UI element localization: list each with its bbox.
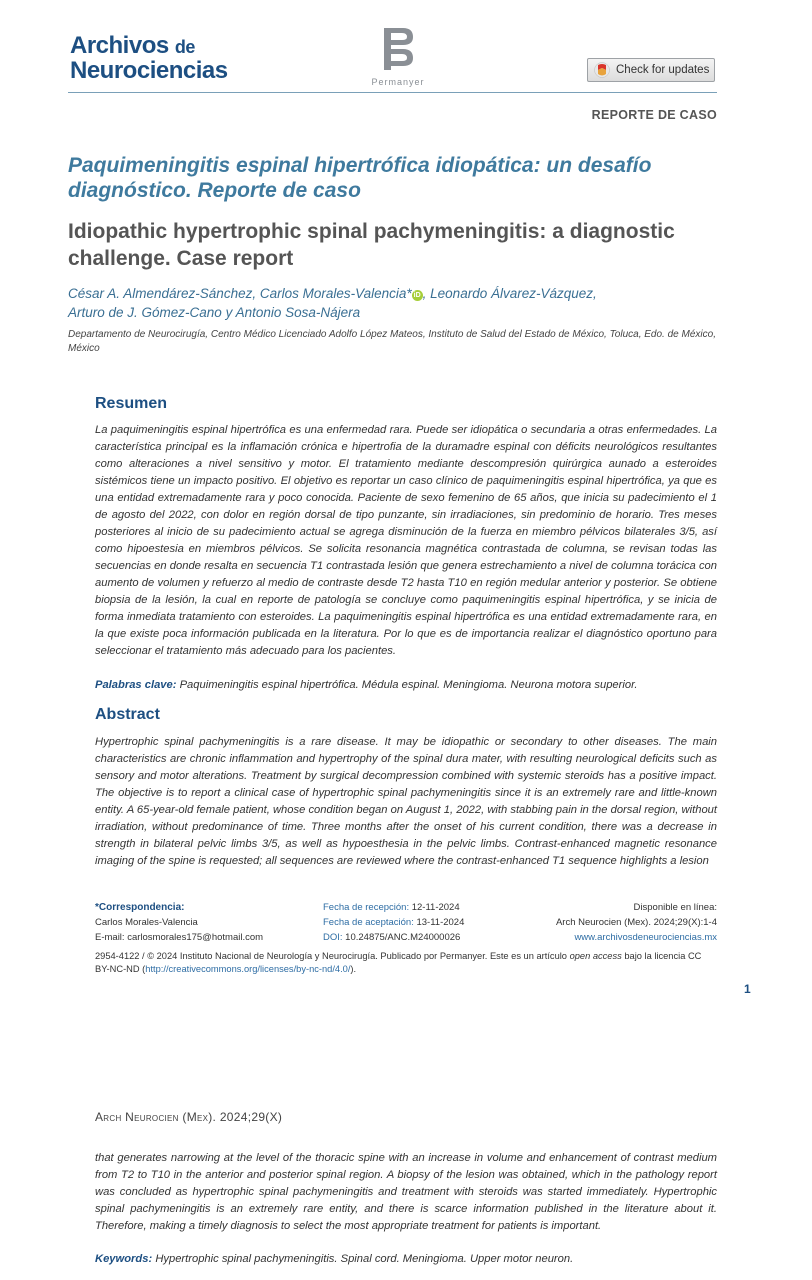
doi-label: DOI: — [323, 932, 343, 943]
abstract-text-continued: that generates narrowing at the level of the thoracic spine with an increase in volume and enhancement of contrast medium from T2 to T10 in the anterior and posterior spinal region. A biopsy of the lesion was obtained, which in the pathology report was concluded as hypertrophic spinal pachymeningitis and treatment with steroids was started immediately. Hypertrophic spinal pachymeningitis is an extremely rare entity, and there is scarce information published in the literature about it. Therefore, making a timely diagnosis to select the most appropriate treatment for patients is important. — [95, 1152, 717, 1232]
resumen-heading: Resumen — [95, 395, 168, 412]
page-number: 1 — [744, 982, 751, 996]
affiliation: Departamento de Neurocirugía, Centro Médico Licenciado Adolfo López Mateos, Instituto de Salud del Estado de México, Toluca, Edo. de México, México — [68, 329, 716, 354]
title-english: Idiopathic hypertrophic spinal pachymeningitis: a diagnostic challenge. Case report — [68, 220, 675, 270]
dates-block — [323, 900, 523, 945]
received-label: Fecha de recepción: — [323, 902, 410, 913]
section-label: REPORTE DE CASO — [591, 108, 717, 122]
journal-name-line2: Neurociencias — [70, 57, 228, 84]
license-end: ). — [350, 964, 357, 974]
keywords-label-es: Palabras clave: — [95, 679, 177, 691]
abstract-text: Hypertrophic spinal pachymeningitis is a rare disease. It may be idiopathic or secondary to other diseases. The main characteristics are chronic inflammation and hypertrophy of the spinal dura mater, with resulting neurological deficits such as sensory and motor alterations. Treatment by surgical decompression combined with systemic steroids has a positive impact. The objective is to report a clinical case of hypertrophic spinal pachymeningitis since it is an extremely rare and little-known entity. A 65-year-old female patient, whose condition began on August 1, 2022, with stabbing pain in the dorsal region, without irradiation, without predominance of time. Three months after the onset of his current condition, there was a decrease in strength in bilateral pelvic limbs 3/5, as well as hypoesthesia in the pelvic limbs. Contrast-enhanced magnetic resonance imaging of the spine is requested; all sequences are reviewed where the contrast-enhanced T1 sequence highlights a lesion — [95, 736, 717, 867]
resumen-text: La paquimeningitis espinal hipertrófica es una enfermedad rara. Puede ser idiopática o secundaria a otras enfermedades. La característica principal es la inflamación crónica e hipertrofia de la duramadre espinal con déficits neurológicos resultantes como alteraciones a nivel sensitivo y motor. El tratamiento mediante descompresión quirúrgica aunado a esteroides sistémicos tiene un impacto positivo. El objetivo es reportar un caso clínico de paquimeningitis espinal hipertrófica, ya que es una entidad extremadamente rara y poco conocida. Paciente de sexo femenino de 65 años, que inicia su padecimiento el 1 de agosto del 2022, con dolor en región dorsal de tipo punzante, sin irradiaciones, sin predominio de horario. Tres meses posteriores al inicio de su padecimiento actual se agrega disminución de la fuerza en miembro pélvicos bilaterales 3/5, así como hipoestesia en miembros pélvicos. Se solicita resonancia magnética contrastada de columna, se revisan todas las secuencias en donde resalta en secuencia T1 contrastada lesión que genera estrechamiento a nivel de columna torácica con aumento de volumen y refuerzo al medio de contraste desde T2 hasta T10 en región medular anterior y posterior. Se obtiene biopsia de la lesión, la cual en reporte de patología se concluye como paquimeningitis espinal hipertrófica, y se inicia de forma inmediata tratamiento con esteroides. La paquimeningitis espinal hipertrófica es una entidad extremadamente rara, en la que existe poca información publicada en la literatura. Por lo que es de importancia realizar el diagnóstico oportuno para seleccionar el tratamiento más adecuado para los pacientes. — [95, 424, 717, 657]
license-text — [95, 950, 717, 976]
correspondence-label: *Correspondencia: — [95, 902, 185, 913]
license-mid: bajo la licencia CC BY-NC-ND ( — [95, 951, 702, 974]
citation: Arch Neurocien (Mex). 2024;29(X):1-4 — [555, 917, 717, 928]
orcid-icon[interactable]: iD — [413, 292, 421, 299]
authors-line1-cont: , Leonardo Álvarez-Vázquez, — [422, 286, 597, 301]
title-spanish: Paquimeningitis espinal hipertrófica idiopática: un desafío diagnóstico. Reporte de caso — [68, 154, 652, 202]
authors-line1: César A. Almendárez-Sánchez, Carlos Morales-Valencia* — [68, 286, 412, 301]
correspondence-email[interactable]: E-mail: carlosmorales175@hotmail.com — [95, 932, 264, 943]
website-link[interactable]: www.archivosdeneurociencias.mx — [574, 932, 717, 943]
authors-line2: Arturo de J. Gómez-Cano y Antonio Sosa-Nájera — [68, 305, 361, 320]
correspondence-block — [95, 900, 315, 945]
permanyer-logo-icon — [381, 28, 415, 70]
publisher-logo — [366, 28, 430, 87]
license-pre: 2954-4122 / © 2024 Instituto Nacional de Neurología y Neurocirugía. Publicado por Permanyer. Este es un artículo — [95, 951, 567, 961]
journal-logo — [70, 34, 228, 83]
header-divider — [68, 92, 717, 93]
crossmark-icon — [594, 62, 610, 78]
resumen-keywords — [95, 677, 717, 694]
abstract-heading: Abstract — [95, 706, 160, 723]
accepted-date: 13-11-2024 — [416, 917, 465, 928]
received-date: 12-11-2024 — [411, 902, 460, 913]
license-url-link[interactable]: http://creativecommons.org/licenses/by-nc-nd/4.0/ — [145, 964, 351, 974]
doi-value[interactable]: 10.24875/ANC.M24000026 — [345, 932, 461, 943]
check-for-updates-label: Check for updates — [616, 64, 710, 76]
abstract-keywords — [95, 1251, 717, 1268]
authors — [68, 284, 668, 322]
check-for-updates-button[interactable] — [587, 58, 715, 82]
license-open-access: open access — [569, 951, 622, 961]
online-label: Disponible en línea: — [633, 902, 717, 913]
journal-name-line1: Archivos — [70, 32, 169, 59]
accepted-label: Fecha de aceptación: — [323, 917, 414, 928]
keywords-label-en: Keywords: — [95, 1253, 153, 1265]
online-block — [517, 900, 717, 945]
correspondence-name: Carlos Morales-Valencia — [95, 917, 198, 928]
running-header: Arch Neurocien (Mex). 2024;29(X) — [95, 1110, 283, 1124]
publisher-name: Permanyer — [371, 77, 425, 87]
journal-name-de: de — [174, 37, 195, 57]
keywords-es: Paquimeningitis espinal hipertrófica. Médula espinal. Meningioma. Neurona motora superior. — [179, 679, 638, 691]
keywords-en: Hypertrophic spinal pachymeningitis. Spinal cord. Meningioma. Upper motor neuron. — [155, 1253, 574, 1265]
